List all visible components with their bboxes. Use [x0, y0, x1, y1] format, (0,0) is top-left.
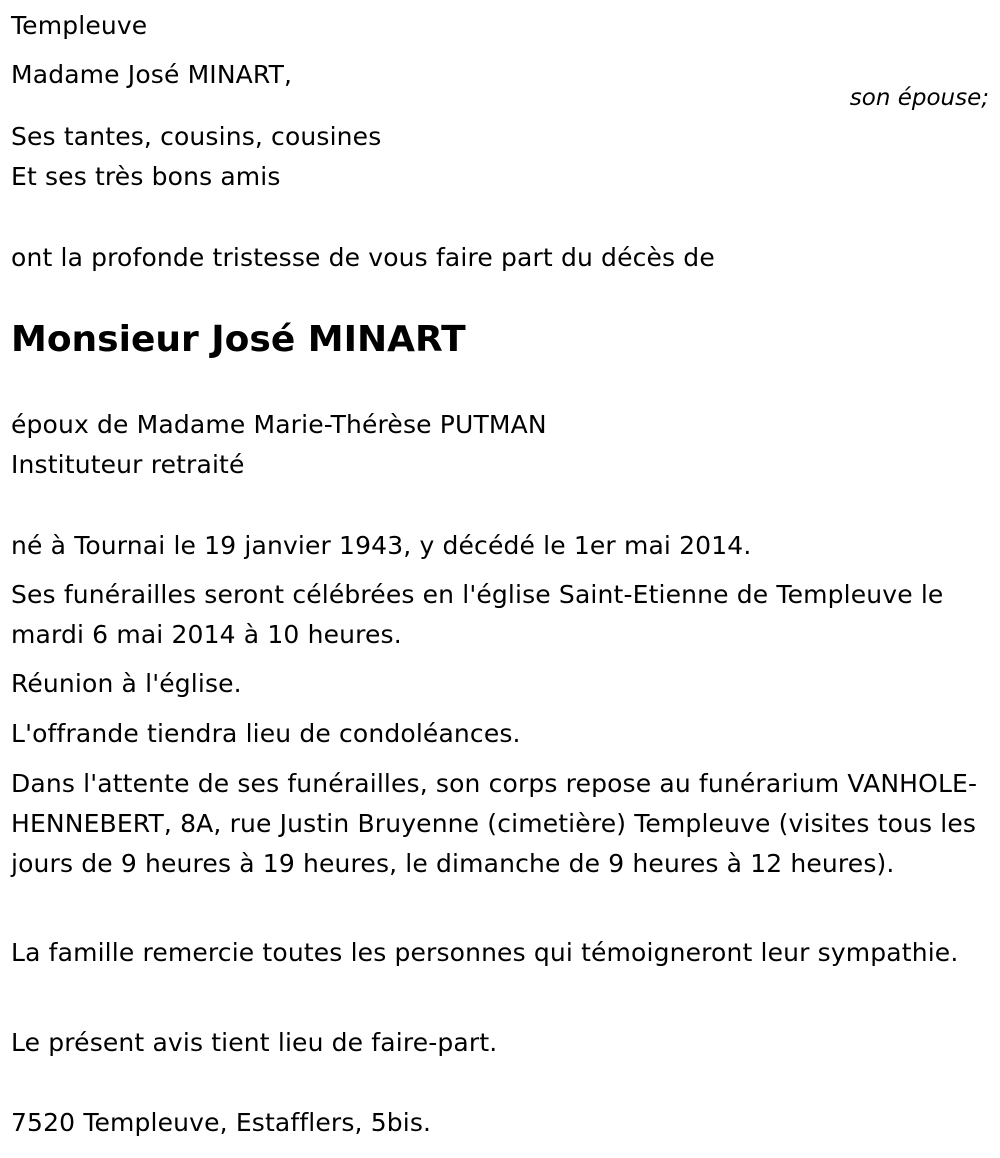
town-heading: Templeuve [11, 11, 148, 40]
deceased-name: Monsieur José MINART [11, 319, 466, 360]
meeting-place: Réunion à l'église. [11, 669, 242, 698]
funerarium-details: Dans l'attente de ses funérailles, son corps repose au funérarium VANHOLE-HENNEBERT, 8A, rue Justin Bruyenne (cimetière) Templeuve (visites tous les jours de 9 heures à 19 heures, le dimanche de 9 heures à 12 heures). [11, 769, 978, 878]
spouse-name: Madame José MINART, [11, 60, 293, 89]
notice-statement: Le présent avis tient lieu de faire-part. [11, 1028, 498, 1057]
occupation: Instituteur retraité [11, 450, 245, 479]
birth-death-dates: né à Tournai le 19 janvier 1943, y décédé le 1er mai 2014. [11, 531, 752, 560]
spouse-of: époux de Madame Marie-Thérèse PUTMAN [11, 410, 547, 439]
address: 7520 Templeuve, Estafflers, 5bis. [11, 1108, 432, 1137]
family-line-2: Et ses très bons amis [11, 162, 281, 191]
spouse-relation: son épouse; [849, 85, 989, 111]
announcement: ont la profonde tristesse de vous faire part du décès de [11, 243, 715, 272]
offering-note: L'offrande tiendra lieu de condoléances. [11, 719, 521, 748]
funeral-details: Ses funérailles seront célébrées en l'église Saint-Etienne de Templeuve le mardi 6 mai 2014 à 10 heures. [11, 580, 944, 649]
family-line-1: Ses tantes, cousins, cousines [11, 122, 382, 151]
family-thanks: La famille remercie toutes les personnes qui témoigneront leur sympathie. [11, 938, 959, 967]
